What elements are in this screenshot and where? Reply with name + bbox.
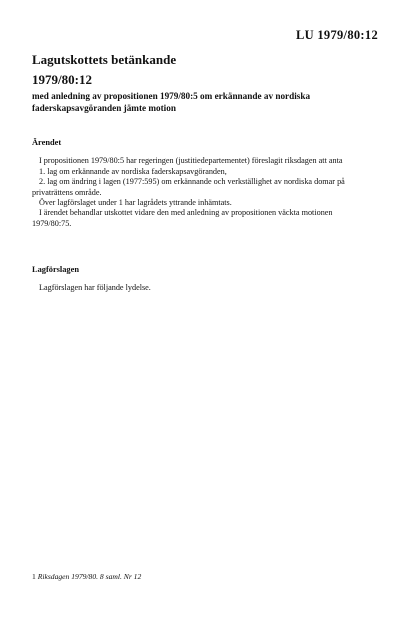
section-lagforslagen [32,265,372,294]
document-title: Lagutskottets betänkande [32,52,177,67]
document-number: 1979/80:12 [32,72,92,87]
section-heading-arendet: Ärendet [32,138,62,147]
paragraph-proposition: I propositionen 1979/80:5 har regeringen (justitiedepartementet) föreslagit riksdagen att anta [39,156,343,166]
page-reference: LU 1979/80:12 [295,28,378,42]
paragraph-motion: I ärendet behandlar utskottet vidare den med anledning av propositionen väckta motionen 1979/80:75. [32,208,333,228]
paragraph-lydelse: Lagförslagen har följande lydelse. [39,283,151,293]
section-heading-lagforslagen: Lagförslagen [32,265,79,274]
document-subtitle: med anledning av propositionen 1979/80:5 om erkännande av nordiska faderskapsavgöranden jämte motion [32,91,311,113]
paragraph-item-1: 1. lag om erkännande av nordiska faderskapsavgöranden, [39,166,227,176]
paragraph-lagradet: Över lagförslaget under 1 har lagrådets yttrande inhämtats. [39,198,232,208]
section-arendet [32,138,372,229]
page-footer [32,572,141,581]
footer-source: Riksdagen 1979/80. 8 saml. Nr 12 [37,572,142,581]
paragraph-item-2: 2. lag om ändring i lagen (1977:595) om erkännande och verkställighet av nordiska domar på privaträttens område. [32,177,345,197]
footer-page-number: 1 [32,572,36,581]
